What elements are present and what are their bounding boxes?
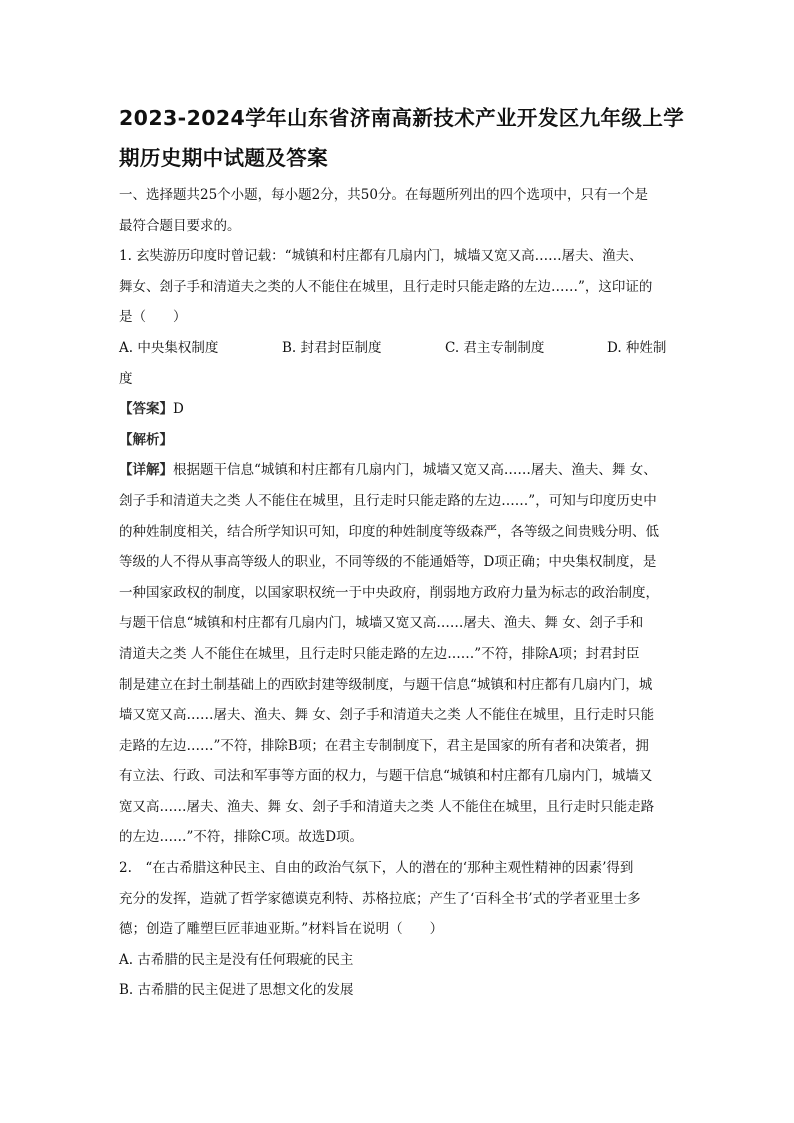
q1-detail-line: 墙又宽又高……屠夫、渔夫、舞 女、刽子手和清道夫之类 人不能住在城里，且行走时只能 (119, 707, 655, 724)
q1-detail-line-0 (119, 455, 685, 486)
q1-detail-line: 的左边……”不符，排除C项。故选D项。 (119, 829, 364, 846)
title-line-2: 期历史期中试题及答案 (119, 146, 328, 170)
q1-detail-line: 清道夫之类 人不能住在城里，且行走时只能走路的左边……”不符，排除A项；封君封臣 (119, 645, 640, 662)
question-2 (119, 853, 685, 1006)
section-intro-line-1: 一、选择题共25个小题，每小题2分，共50分。在每题所列出的四个选项中，只有一个是 (119, 187, 648, 203)
q1-option-d: D. 种姓制 (607, 339, 667, 356)
title-line-1: 2023-2024学年山东省济南高新技术产业开发区九年级上学 (119, 106, 685, 130)
q1-analysis (119, 425, 685, 456)
q1-detail-line: 制是建立在封土制基础上的西欧封建等级制度，与题干信息“城镇和村庄都有几扇内门，城 (119, 676, 653, 693)
q1-option-a: A. 中央集权制度 (119, 339, 219, 356)
detail-label: 【详解】 (119, 462, 173, 479)
q1-detail-line: 的种姓制度相关，结合所学知识可知，印度的种姓制度等级森严，各等级之间贵贱分明、低 (119, 523, 659, 540)
detail-text: 根据题干信息“城镇和村庄都有几扇内门，城墙又宽又高……屠夫、渔夫、舞 女、 (173, 462, 657, 479)
q2-option-b: B. 古希腊的民主促进了思想文化的发展 (119, 982, 354, 999)
q1-option-d-continued: 度 (119, 370, 133, 387)
q1-detail-line: 走路的左边……”不符，排除B项；在君主专制制度下，君主是国家的所有者和决策者，拥 (119, 737, 649, 754)
q1-detail-line: 刽子手和清道夫之类 人不能住在城里，且行走时只能走路的左边……”，可知与印度历史中 (119, 492, 657, 509)
q1-detail-line: 宽又高……屠夫、渔夫、舞 女、刽子手和清道夫之类 人不能住在城里，且行走时只能走路 (119, 798, 655, 815)
q1-detail-line: 一种国家政权的制度，以国家职权统一于中央政府，削弱地方政府力量为标志的政治制度， (119, 584, 659, 601)
answer-label: 【答案】 (119, 401, 173, 418)
document-title (119, 98, 685, 178)
q1-answer (119, 394, 685, 425)
section-intro-line-2: 最符合题目要求的。 (119, 217, 241, 234)
q1-option-c: C. 君主专制制度 (445, 339, 545, 356)
question-1 (119, 241, 685, 853)
q2-stem-line-1: 2. “在古希腊这种民主、自由的政治气氛下，人的潜在的‘那种主观性精神的因素’得到 (119, 860, 634, 877)
q1-detail-line: 等级的人不得从事高等级人的职业，不同等级的不能通婚等，D项正确；中央集权制度，是 (119, 554, 657, 571)
answer-value: D (173, 401, 184, 418)
q1-stem-line-3: 是（ ） (119, 309, 187, 326)
q1-stem-line-2: 舞女、刽子手和清道夫之类的人不能住在城里，且行走时只能走路的左边……”，这印证的 (119, 278, 653, 295)
q1-stem-line-1: 1. 玄奘游历印度时曾记载：“城镇和村庄都有几扇内门，城墙又宽又高……屠夫、渔夫、 (119, 248, 643, 265)
q1-option-b: B. 封君封臣制度 (282, 339, 382, 356)
q1-detail-line: 与题干信息“城镇和村庄都有几扇内门，城墙又宽又高……屠夫、渔夫、舞 女、刽子手和 (119, 615, 644, 632)
q2-option-a: A. 古希腊的民主是没有任何瑕疵的民主 (119, 951, 354, 968)
q1-options (119, 333, 685, 364)
q1-detail-line: 有立法、行政、司法和军事等方面的权力，与题干信息“城镇和村庄都有几扇内门，城墙又 (119, 768, 653, 785)
analysis-label: 【解析】 (119, 431, 173, 448)
document-page (119, 98, 685, 1006)
q2-stem-line-3: 德；创造了雕塑巨匠菲迪亚斯。”材料旨在说明（ ） (119, 921, 444, 938)
q2-stem-line-2: 充分的发挥，造就了哲学家德谟克利特、苏格拉底；产生了‘百科全书’式的学者亚里士多 (119, 890, 641, 907)
